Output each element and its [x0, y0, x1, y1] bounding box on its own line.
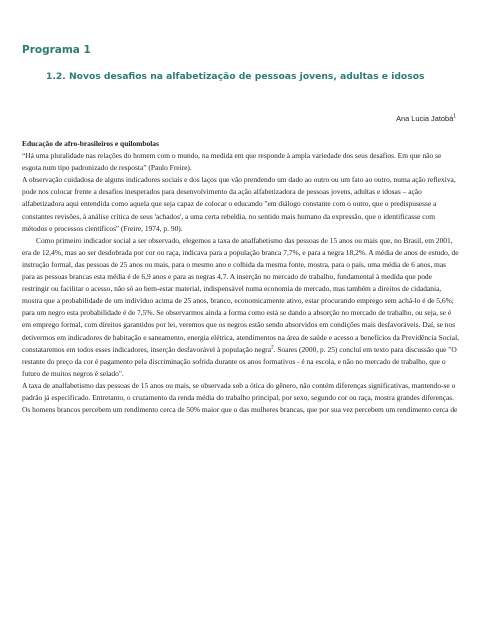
paragraph-2-part-b: . Soares (2000, p. 25) concluí em texto para discussão que "O restante do preço da cor é pagamento pela discriminação sofrida durante os anos formativos - é na escola, e não no mercado de trabalho, que o futuro de muitos negros é selado". [22, 344, 457, 378]
paragraph-3: A taxa de analfabetismo das pessoas de 15 anos ou mais, se observada sob a ótica do gênero, não contém diferenças significativas, mantendo-se o padrão já especificado. Entretanto, o cruzamento da renda média do trabalho principal, por sexo, segundo cor ou raça, mostra grandes diferenças. Os homens brancos percebem um rendimento cerca de 50% maior que o das mulheres brancas, que por sua vez percebem um rendimento cerca de [22, 380, 458, 415]
section-title: 1.2. Novos desafios na alfabetização de pessoas jovens, adultas e idosos [46, 71, 425, 82]
author-text: Ana Lucia Jatobá [396, 114, 454, 123]
author-name [396, 114, 456, 123]
epigraph-quote: “Há uma pluralidade nas relações do homem com o mundo, na medida em que responde à ampla variedade dos seus desafios. Em que não se esgota num tipo padronizado de resposta” (Paulo Freire). [22, 151, 442, 173]
paragraph-2 [22, 235, 460, 380]
program-label: Programa 1 [22, 44, 91, 56]
paragraph-2-part-a: Como primeiro indicador social a ser observado, elegemos a taxa de analfabetismo das pessoas de 15 anos ou mais que, no Brasil, em 2001, era de 12,4%, mas ao ser desdobrada por cor ou raça, indicava para a população branca 7,7%, e para a negra 18,2%. A média de anos de estudo, de instrução formal, das pessoas de 25 anos ou mais, para o mesmo ano e colhida da mesma fonte, mostra, para o país, uma média de 6 anos, mas para as pessoas brancas esta média é de 6,9 anos e para as negras 4,7. A inserção no mercado de trabalho, fundamental à medida que pode restringir ou facilitar o acesso, não só ao bem-estar material, indispensável numa economia de mercado, mas também a direitos de cidadania, mostra que a probabilidade de um indivíduo acima de 25 anos, branco, economicamente ativo, estar procurando emprego sem achá-lo é de 5,6%; para um negro esta probabilidade é de 7,5%. Se observarmos ainda a forma como está se dando a absorção no mercado de trabalho, ou seja, se é em emprego formal, com direitos garantidos por lei, veremos que os negros estão sendo absorvidos em condições mais desfavoráveis. Daí, se nos detivermos em indicadores de habitação e saneamento, energia elétrica, atendimentos na área de saúde e acesso a benefícios da Previdência Social, constataremos em todos esses indicadores, inserção desfavorável à população negra [22, 235, 460, 354]
footnote-marker-2[interactable]: 2 [271, 345, 274, 351]
section-heading: Educação de afro-brasileiros e quilombolas [22, 139, 159, 148]
document-body [22, 138, 460, 416]
author-footnote-marker[interactable]: 1 [453, 113, 456, 120]
paragraph-1: A observação cuidadosa de alguns indicadores sociais e dos laços que vão prendendo um dado ao outro ou um fato ao outro, numa ação reflexiva, pode nos colocar frente a desafios inesperados para desenvolvimento da ação alfabetizadora de pessoas jovens, adultas e idosas – ação alfabetizadora aqui entendida como aquela que seja capaz de colocar o educando "em diálogo constante com o outro, que o predispusesse a constantes revisões, à análise crítica de seus 'achados', a uma certa rebeldia, no sentido mais humano da expressão, que o identificasse com métodos e processos científicos" (Freire, 1974, p. 90). [22, 175, 456, 233]
